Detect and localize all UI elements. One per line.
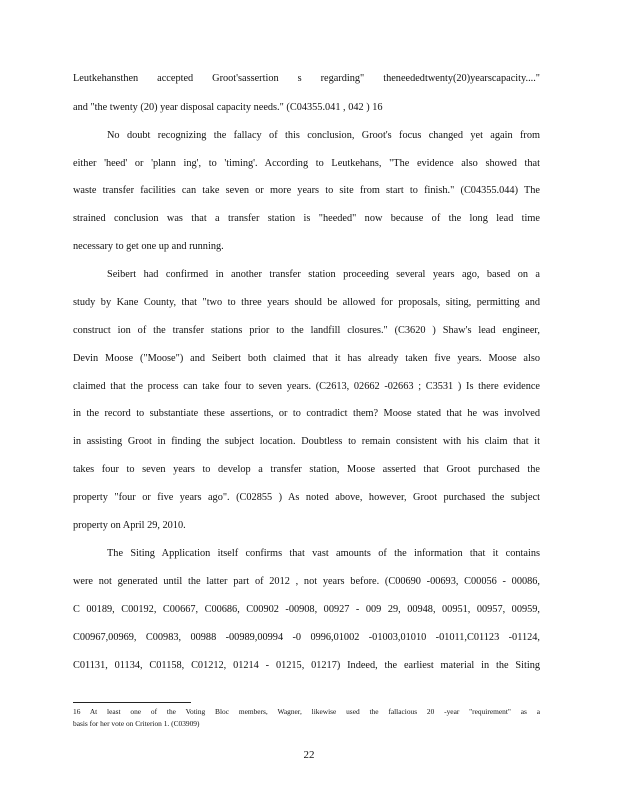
- body-line: construct ion of the transfer stations prior to the landfill closures." (C3620 ) Shaw's lead engineer,: [73, 325, 540, 336]
- body-line: C00967,00969, C00983, 00988 -00989,00994 -0 0996,01002 -01003,01010 -01011,C01123 -01124,: [73, 632, 540, 643]
- body-line: takes four to seven years to develop a transfer station, Moose asserted that Groot purchased the: [73, 464, 540, 475]
- body-line: Leutkehansthen accepted Groot'sassertion s regarding" theneededtwenty(20)yearscapacity....": [73, 73, 540, 84]
- footnote-line: 16 At least one of the Voting Bloc members, Wagner, likewise used the fallacious 20 -year "requirement" as a: [73, 707, 540, 716]
- body-line: strained conclusion was that a transfer station is "heeded" now because of the long lead time: [73, 213, 540, 224]
- body-line: waste transfer facilities can take seven or more years to site from start to finish." (C04355.044) The: [73, 185, 540, 196]
- body-line: Devin Moose ("Moose") and Seibert both claimed that it has already taken five years. Moose also: [73, 353, 540, 364]
- body-line: were not generated until the latter part of 2012 , not years before. (C00690 -00693, C00056 - 00086,: [73, 576, 540, 587]
- body-line: claimed that the process can take four to seven years. (C2613, 02662 -02663 ; C3531 ) Is there evidence: [73, 381, 540, 392]
- body-line: either 'heed' or 'plann ing', to 'timing'. According to Leutkehans, "The evidence also showed that: [73, 158, 540, 169]
- body-line: C01131, 01134, C01158, C01212, 01214 - 01215, 01217) Indeed, the earliest material in the Siting: [73, 660, 540, 671]
- footnote-divider: [73, 702, 191, 703]
- page-number: 22: [303, 749, 315, 761]
- footnote-line: basis for her vote on Criterion 1. (C03909): [73, 719, 200, 728]
- body-line: in the record to substantiate these assertions, or to contradict them? Moose stated that he was involved: [73, 408, 540, 419]
- body-line: property "four or five years ago". (C02855 ) As noted above, however, Groot purchased the subject: [73, 492, 540, 503]
- body-line: necessary to get one up and running.: [73, 241, 224, 252]
- body-line: study by Kane County, that "two to three years should be allowed for proposals, siting, permitting and: [73, 297, 540, 308]
- body-line: No doubt recognizing the fallacy of this conclusion, Groot's focus changed yet again from: [107, 130, 540, 141]
- body-line: The Siting Application itself confirms that vast amounts of the information that it contains: [107, 548, 540, 559]
- body-line: C 00189, C00192, C00667, C00686, C00902 -00908, 00927 - 009 29, 00948, 00951, 00957, 00959,: [73, 604, 540, 615]
- body-line: Seibert had confirmed in another transfer station proceeding several years ago, based on a: [107, 269, 540, 280]
- body-line: in assisting Groot in finding the subject location. Doubtless to remain consistent with his claim that it: [73, 436, 540, 447]
- body-line: and "the twenty (20) year disposal capacity needs." (C04355.041 , 042 ) 16: [73, 102, 383, 113]
- body-line: property on April 29, 2010.: [73, 520, 186, 531]
